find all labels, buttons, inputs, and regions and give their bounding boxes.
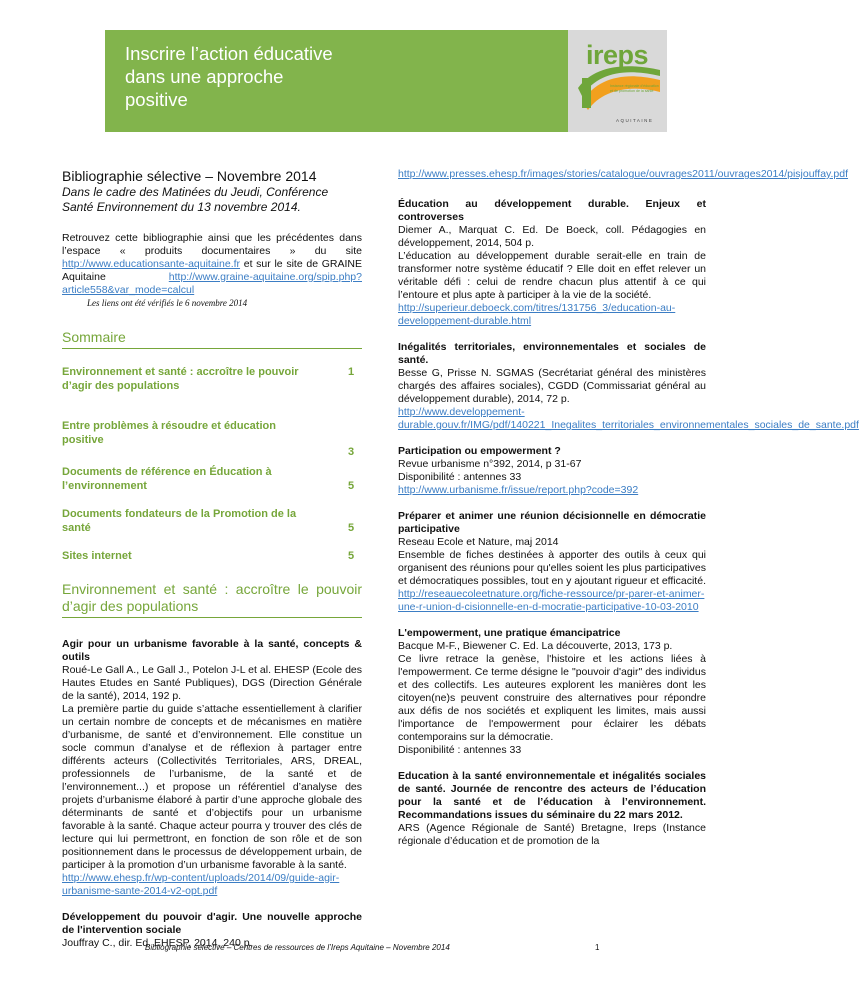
entry-title: Inégalités territoriales, environnementales et sociales de santé. bbox=[398, 341, 706, 366]
entry-description: Ce livre retrace la genèse, l'histoire et les actions liées à l'empowerment. Ce terme désigne le "pouvoir d'agir" des individus et des collectifs. Les auteures explorent les manières dont les citoyen(ne)s peuvent construire des alternatives pour répondre aux défis de nos sociétés et expliquent les limites, mais aussi l'importance de l'empowerment pour éclairer les débats contemporains sur la démocratie. bbox=[398, 653, 706, 743]
entry-availability: Disponibilité : antennes 33 bbox=[398, 471, 522, 483]
bibliography-entry bbox=[398, 168, 849, 181]
graine-link[interactable]: http://www.graine-aquitaine.org/spip.php?article558&var_mode=calcul bbox=[62, 271, 362, 296]
bibliography-entry bbox=[398, 510, 706, 614]
page-number: 1 bbox=[595, 943, 600, 952]
entry-title: Développement du pouvoir d'agir. Une nouvelle approche de l'intervention sociale bbox=[62, 911, 362, 936]
header-banner bbox=[105, 30, 667, 132]
entry-reference: Roué-Le Gall A., Le Gall J., Potelon J-L et al. EHESP (Ecole des Hautes Etudes en Santé Publiques), DGS (Direction Générale de la santé), 2014, 192 p. bbox=[62, 664, 362, 702]
entry-title: Participation ou empowerment ? bbox=[398, 445, 561, 457]
bibliography-entry bbox=[62, 638, 362, 898]
entry-reference: ARS (Agence Régionale de Santé) Bretagne, Ireps (Instance régionale d’éducation et de promotion de la bbox=[398, 822, 706, 847]
logo-subtitle: Instance régionale d’éducation et de promotion de la santé bbox=[610, 84, 659, 93]
entry-title: Agir pour un urbanisme favorable à la santé, concepts & outils bbox=[62, 638, 362, 663]
bibliography-entry bbox=[398, 198, 706, 328]
sommaire-heading: Sommaire bbox=[62, 329, 362, 349]
bibliography-title: Bibliographie sélective – Novembre 2014 bbox=[62, 168, 317, 184]
entry-reference: Reseau Ecole et Nature, maj 2014 bbox=[398, 536, 559, 548]
entry-reference: Besse G, Prisse N. SGMAS (Secrétariat général des ministères chargés des affaires sociales), CGDD (Commissariat général au développement durable), 2014, 72 p. bbox=[398, 367, 706, 405]
logo-word: ireps bbox=[586, 40, 649, 70]
toc-item[interactable]: Sites internet 5 bbox=[62, 550, 355, 562]
entry-link[interactable]: http://www.presses.ehesp.fr/images/stories/catalogue/ouvrages2011/ouvrages2014/pisjouffay.pdf bbox=[398, 168, 849, 180]
entry-reference: Bacque M-F., Biewener C. Ed. La découverte, 2013, 173 p. bbox=[398, 640, 673, 652]
logo-region: AQUITAINE bbox=[616, 118, 654, 123]
entry-reference: Revue urbanisme n°392, 2014, p 31-67 bbox=[398, 458, 582, 470]
right-column bbox=[398, 168, 859, 848]
educationsante-link[interactable]: http://www.educationsante-aquitaine.fr bbox=[62, 258, 241, 270]
intro-paragraph: Retrouvez cette bibliographie ainsi que les précédentes dans l’espace « produits documentaires » du site http://www.educationsante-aquitaine.fr et sur le site de GRAINE Aquitaine http://www.graine-aquitaine.org/spip.php?article558&var_mode=calcul bbox=[62, 232, 362, 296]
bibliography-subtitle: Dans le cadre des Matinées du Jeudi, Conférence Santé Environnement du 13 novembre 2014. bbox=[62, 185, 329, 214]
entry-link[interactable]: http://reseauecoleetnature.org/fiche-ressource/pr-parer-et-animer-une-r-union-d-cisionnelle-en-d-mocratie-participative-10-03-2010 bbox=[398, 588, 705, 613]
entry-availability: Disponibilité : antennes 33 bbox=[398, 744, 522, 756]
page-footer: Bibliographie sélective – Centres de ressources de l’Ireps Aquitaine – Novembre 2014 bbox=[145, 943, 450, 952]
toc-item[interactable]: Entre problèmes à résoudre et éducation positive 3 bbox=[62, 420, 355, 458]
links-verified-note: Les liens ont été vérifiés le 6 novembre 2014 bbox=[87, 298, 248, 308]
entry-reference: Diemer A., Marquat C. Ed. De Boeck, coll. Pédagogies en développement, 2014, 504 p. bbox=[398, 224, 706, 249]
toc-item[interactable]: Documents de référence en Éducation à l’environnement 5 bbox=[62, 466, 355, 492]
entry-reference: Jouffray C., dir. Ed. EHESP, 2014, 240 p. bbox=[62, 937, 253, 949]
bibliography-entry bbox=[398, 627, 706, 757]
banner-title: Inscrire l’action éducative dans une approche positive bbox=[125, 43, 333, 110]
entry-description: Ensemble de fiches destinées à apporter des outils à ceux qui organisent des réunions pour qu'elles soient les plus participatives et démocratiques possibles, tout en y ajoutant rigueur et efficacité. bbox=[398, 549, 706, 587]
bibliography-entry bbox=[398, 341, 859, 432]
table-of-contents bbox=[62, 365, 362, 563]
bibliography-entry bbox=[398, 445, 706, 497]
ireps-logo bbox=[568, 30, 667, 132]
entry-title: L'empowerment, une pratique émancipatrice bbox=[398, 627, 621, 639]
toc-item[interactable]: Documents fondateurs de la Promotion de la santé 5 bbox=[62, 508, 355, 534]
entry-link[interactable]: http://www.urbanisme.fr/issue/report.php?code=392 bbox=[398, 484, 639, 496]
toc-item[interactable]: Environnement et santé : accroître le pouvoir d’agir des populations 1 bbox=[62, 366, 355, 392]
entry-title: Education à la santé environnementale et inégalités sociales de santé. Journée de rencontre des acteurs de l’éducation pour la santé et de l’éducation à l’environnement. Recommandations issues du séminaire du 22 mars 2012. bbox=[398, 770, 706, 821]
section-title: Environnement et santé : accroître le pouvoir d’agir des populations bbox=[62, 581, 362, 618]
entry-description: L’éducation au développement durable serait-elle en train de transformer notre système éducatif ? Elle doit en effet relever un véritable défi : celui de rendre chacun plus attentif à ce qui l’entoure et plus apte à participer à la vie de la société. bbox=[398, 250, 706, 301]
entry-link[interactable]: http://superieur.deboeck.com/titres/131756_3/education-au-developpement-durable.html bbox=[398, 302, 676, 327]
bibliography-entry bbox=[398, 770, 706, 848]
entry-title: Éducation au développement durable. Enjeux et controverses bbox=[398, 198, 706, 223]
banner-title-block bbox=[105, 30, 568, 132]
entry-description: La première partie du guide s’attache essentiellement à clarifier un certain nombre de concepts et de mécanismes en matière d’urbanisme, de santé et d’environnement. Elle constitue un socle commun d’analyse et de réflexion à partager entre différents acteurs (Collectivités Territoriales, ARS, DREAL, professionnels de l’urbanisme, de la santé et de l’environnement...) et propose un référentiel d’analyse des projets d’urbanisme élaboré à partir d’une approche globale des déterminants de santé et d’objectifs pour un urbanisme favorable à la santé. Chaque acteur pourra y trouver des clés de lecture qui lui permettront, en fonction de son rôle et de son positionnement dans le processus de développement urbain, de participer à la promotion d’un urbanisme favorable à la santé. bbox=[62, 703, 362, 871]
entry-link[interactable]: http://www.ehesp.fr/wp-content/uploads/2014/09/guide-agir-urbanisme-sante-2014-v2-opt.pdf bbox=[62, 872, 340, 897]
entry-title: Préparer et animer une réunion décisionnelle en démocratie participative bbox=[398, 510, 706, 535]
entry-link[interactable]: http://www.developpement-durable.gouv.fr/IMG/pdf/140221_Inegalites_territoriales_environnementales_sociales_de_sante.pdf bbox=[398, 406, 859, 431]
left-column bbox=[62, 168, 362, 950]
